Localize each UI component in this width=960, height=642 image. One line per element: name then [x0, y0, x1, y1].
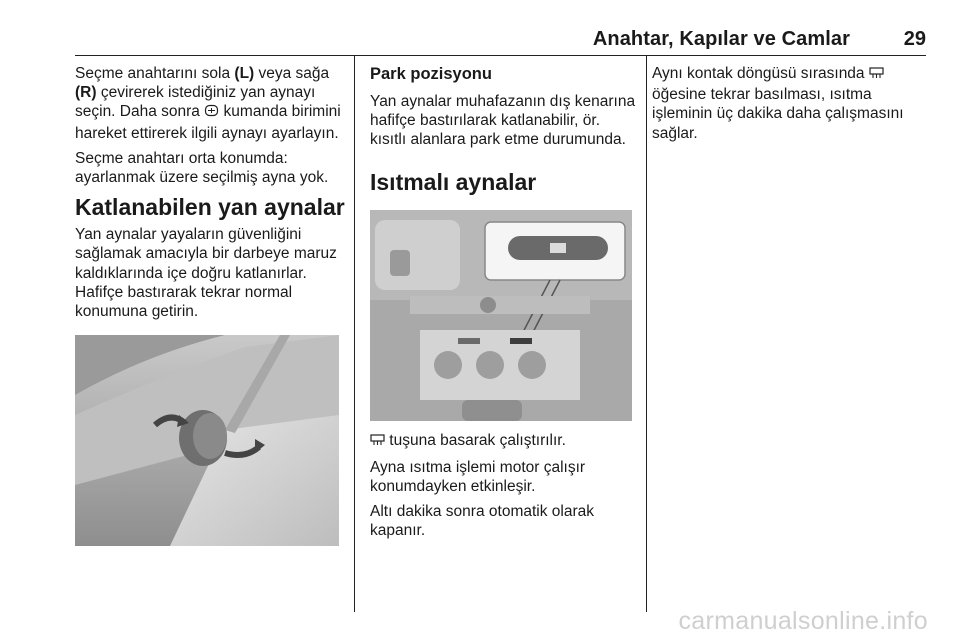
ignition-cycle-paragraph: [652, 64, 932, 143]
text-run: kumanda birimini hareket ettirerek ilgili aynayı ayarlayın.: [75, 103, 341, 142]
foldable-mirrors-paragraph: Yan aynalar yayaların güvenliğini sağlamak amacıyla bir darbeye maruz kaldıklarında içe doğru katlanırlar. Hafifçe bastırarak tekrar normal konumuna getirin.: [75, 226, 337, 321]
header-rule: [75, 55, 926, 56]
text-run: öğesine tekrar basılması, ısıtma işleminin üç dakika daha çalışmasını sağlar.: [652, 86, 904, 142]
section-title: Anahtar, Kapılar ve Camlar: [592, 28, 850, 50]
dashboard-heater-illustration: [370, 210, 632, 421]
rear-heater-icon: [869, 65, 884, 85]
engine-running-paragraph: Ayna ısıtma işlemi motor çalışır konumdayken etkinleşir.: [370, 458, 586, 496]
park-position-paragraph: Yan aynalar muhafazanın dış kenarına hafifçe bastırılarak katlanabilir, ör. kısıtlı alanlara park etme durumunda.: [370, 93, 636, 149]
text-run: Seçme anahtarını sola: [75, 65, 235, 82]
text-run: veya sağa: [254, 65, 330, 82]
column-3: [652, 64, 932, 149]
right-label: (R): [75, 84, 97, 102]
column-divider-2: [646, 56, 647, 612]
center-position-paragraph: Seçme anahtarı orta konumda: ayarlanmak üzere seçilmiş ayna yok.: [75, 149, 329, 187]
page-number: 29: [903, 28, 926, 50]
auto-off-paragraph: Altı dakika sonra otomatik olarak kapanır.: [370, 503, 594, 540]
column-divider-1: [354, 56, 355, 612]
activation-paragraph: [370, 431, 636, 452]
foldable-mirrors-heading: Katlanabilen yan aynalar: [75, 194, 345, 221]
left-label: (L): [234, 65, 255, 82]
column-2: [370, 64, 636, 547]
text-run: tuşuna basarak çalıştırılır.: [385, 431, 566, 449]
park-position-heading: Park pozisyonu: [370, 65, 492, 83]
folding-mirror-illustration: [75, 335, 339, 546]
mirror-select-paragraph: [75, 64, 345, 143]
column-1: [75, 64, 345, 546]
mirror-adjust-icon: [204, 103, 219, 123]
text-run: Aynı kontak döngüsü sırasında: [652, 65, 869, 82]
page-header: [75, 28, 926, 54]
heated-mirrors-heading: Isıtmalı aynalar: [370, 168, 537, 195]
watermark: carmanualsonline.info: [678, 607, 928, 635]
rear-heater-icon: [370, 432, 385, 452]
text-run: çevirerek istediğiniz yan aynayı seçin. Daha sonra: [75, 84, 316, 121]
